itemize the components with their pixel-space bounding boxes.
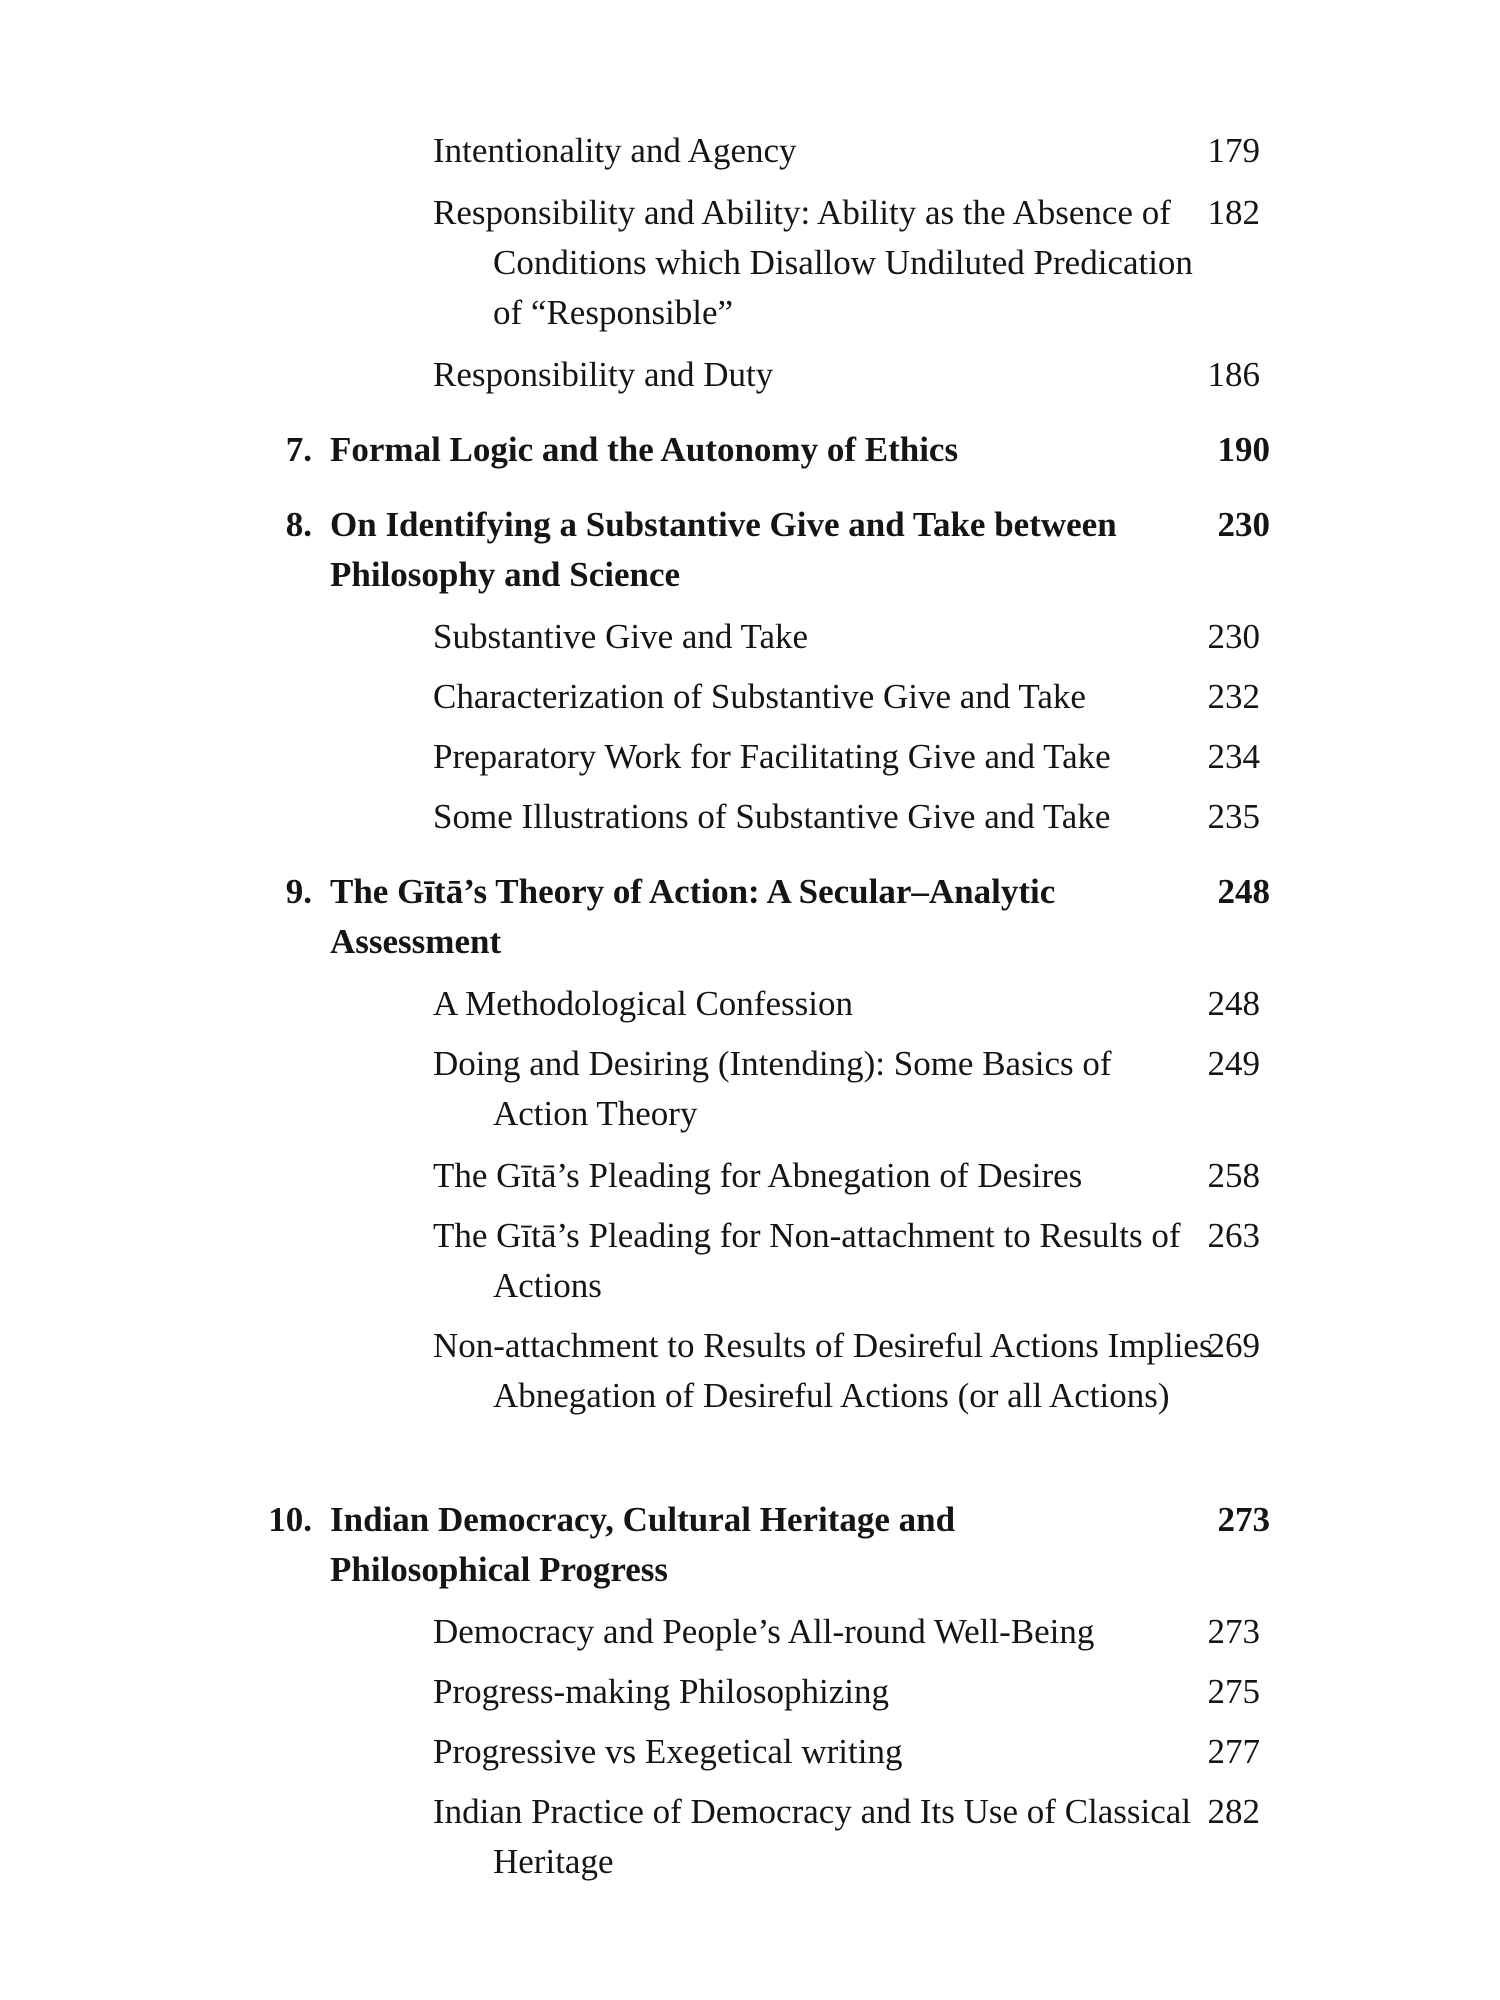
section-page-number: 230 [1207,617,1260,656]
chapter-page-number: 190 [1217,430,1270,469]
section-page-number: 235 [1207,797,1260,836]
chapter-number: 10. [268,1500,312,1539]
section-title: Preparatory Work for Facilitating Give and Take [433,737,1111,776]
section-page-number: 277 [1207,1732,1260,1771]
section-title: Substantive Give and Take [433,617,809,656]
section-page-number: 249 [1207,1044,1260,1083]
section-title: Democracy and People’s All-round Well-Being [433,1612,1095,1651]
chapter-number: 7. [285,430,312,469]
chapter-title: The Gītā’s Theory of Action: A Secular–Analytic Assessment [330,872,1056,961]
section-title: Non-attachment to Results of Desireful Actions Implies Abnegation of Desireful Actions (or all Actions) [433,1326,1213,1415]
section-title: Responsibility and Duty [433,355,774,394]
section-page-number: 179 [1207,131,1260,170]
section-title: Some Illustrations of Substantive Give and Take [433,797,1111,836]
section-page-number: 258 [1207,1156,1260,1195]
section-title: Responsibility and Ability: Ability as the Absence of Conditions which Disallow Undiluted Predication of “Responsible” [433,193,1193,332]
section-title: Intentionality and Agency [433,131,797,170]
section-title: Characterization of Substantive Give and Take [433,677,1086,716]
section-page-number: 248 [1207,984,1260,1023]
section-title: The Gītā’s Pleading for Non-attachment to Results of Actions [433,1216,1181,1305]
section-title: Doing and Desiring (Intending): Some Basics of Action Theory [433,1044,1112,1133]
chapter-page-number: 230 [1217,505,1270,544]
chapter-title: Formal Logic and the Autonomy of Ethics [330,430,959,469]
section-page-number: 275 [1207,1672,1260,1711]
section-title: The Gītā’s Pleading for Abnegation of Desires [433,1156,1083,1195]
section-page-number: 234 [1207,737,1260,776]
chapter-number: 8. [285,505,312,544]
section-title: Progressive vs Exegetical writing [433,1732,903,1771]
section-page-number: 263 [1207,1216,1260,1255]
chapter-title: On Identifying a Substantive Give and Take between Philosophy and Science [330,505,1117,594]
chapter-page-number: 273 [1217,1500,1270,1539]
section-title: Progress-making Philosophizing [433,1672,889,1711]
section-title: A Methodological Confession [433,984,853,1023]
section-page-number: 232 [1207,677,1260,716]
chapter-page-number: 248 [1217,872,1270,911]
section-page-number: 186 [1207,355,1260,394]
section-page-number: 182 [1207,193,1260,232]
section-page-number: 273 [1207,1612,1260,1651]
section-page-number: 282 [1207,1792,1260,1831]
chapter-title: Indian Democracy, Cultural Heritage and Philosophical Progress [330,1500,956,1589]
section-page-number: 269 [1207,1326,1260,1365]
chapter-number: 9. [285,872,312,911]
section-title: Indian Practice of Democracy and Its Use of Classical Heritage [433,1792,1192,1881]
